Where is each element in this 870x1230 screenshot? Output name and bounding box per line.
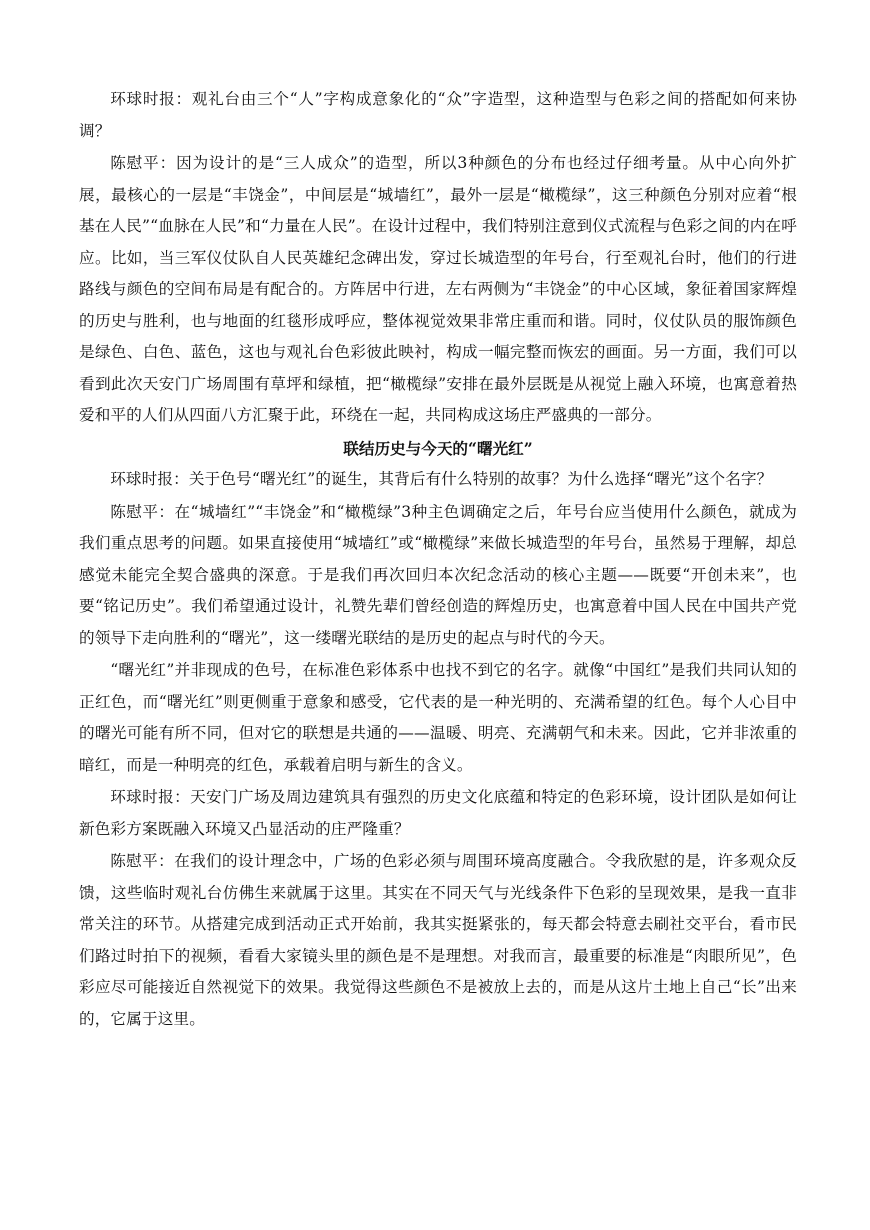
interview-question-2: 环球时报：关于色号“曙光红”的诞生，其背后有什么特别的故事？为什么选择“曙光”这个名字？ (110, 470, 773, 488)
interview-answer-2-continued: “曙光红”并非现成的色号，在标准色彩体系中也找不到它的名字。就像“中国红”是我们共同认知的正红色，而“曙光红”则更侧重于意象和感受，它代表的是一种光明的、充满希望的红色。每个人心目中的曙光可能有所不同，但对它的联想是共通的——温暖、明亮、充满朝气和未来。因此，它并非浓重的暗红，而是一种明亮的红色，承载着启明与新生的含义。 (79, 661, 797, 774)
interview-answer-2: 陈慰平：在“城墙红”“丰饶金”和“橄榄绿”3种主色调确定之后，年号台应当使用什么颜色，就成为我们重点思考的问题。如果直接使用“城墙红”或“橄榄绿”来做长城造型的年号台，虽然易于理解，却总感觉未能完全契合盛典的深意。于是我们再次回归本次纪念活动的核心主题——既要“开创未来”，也要“铭记历史”。我们希望通过设计，礼赞先辈们曾经创造的辉煌历史，也寓意着中国人民在中国共产党的领导下走向胜利的“曙光”，这一缕曙光联结的是历史的起点与时代的今天。 (79, 502, 797, 647)
interview-question-1: 环球时报：观礼台由三个“人”字构成意象化的“众”字造型，这种造型与色彩之间的搭配如何来协调？ (79, 90, 797, 140)
interview-answer-3: 陈慰平：在我们的设计理念中，广场的色彩必须与周围环境高度融合。令我欣慰的是，许多观众反馈，这些临时观礼台仿佛生来就属于这里。其实在不同天气与光线条件下色彩的呈现效果，是我一直非常关注的环节。从搭建完成到活动正式开始前，我其实挺紧张的，每天都会特意去刷社交平台，看市民们路过时拍下的视频，看看大家镜头里的颜色是不是理想。对我而言，最重要的标准是“肉眼所见”，色彩应尽可能接近自然视觉下的效果。我觉得这些颜色不是被放上去的，而是从这片土地上自己“长”出来的，它属于这里。 (79, 852, 797, 1028)
section-heading: 联结历史与今天的“曙光红” (343, 438, 533, 458)
interview-question-3: 环球时报：天安门广场及周边建筑具有强烈的历史文化底蕴和特定的色彩环境，设计团队是如何让新色彩方案既融入环境又凸显活动的庄严隆重？ (79, 788, 797, 838)
article-body (79, 84, 797, 1036)
interview-answer-1: 陈慰平：因为设计的是“三人成众”的造型，所以3种颜色的分布也经过仔细考量。从中心向外扩展，最核心的一层是“丰饶金”，中间层是“城墙红”，最外一层是“橄榄绿”，这三种颜色分别对应着“根基在人民”“血脉在人民”和“力量在人民”。在设计过程中，我们特别注意到仪式流程与色彩之间的内在呼应。比如，当三军仪仗队自人民英雄纪念碑出发，穿过长城造型的年号台，行至观礼台时，他们的行进路线与颜色的空间布局是有配合的。方阵居中行进，左右两侧为“丰饶金”的中心区域，象征着国家辉煌的历史与胜利，也与地面的红毯形成呼应，整体视觉效果非常庄重而和谐。同时，仪仗队员的服饰颜色是绿色、白色、蓝色，这也与观礼台色彩彼此映衬，构成一幅完整而恢宏的画面。另一方面，我们可以看到此次天安门广场周围有草坪和绿植，把“橄榄绿”安排在最外层既是从视觉上融入环境，也寓意着热爱和平的人们从四面八方汇聚于此，环绕在一起，共同构成这场庄严盛典的一部分。 (79, 154, 797, 424)
